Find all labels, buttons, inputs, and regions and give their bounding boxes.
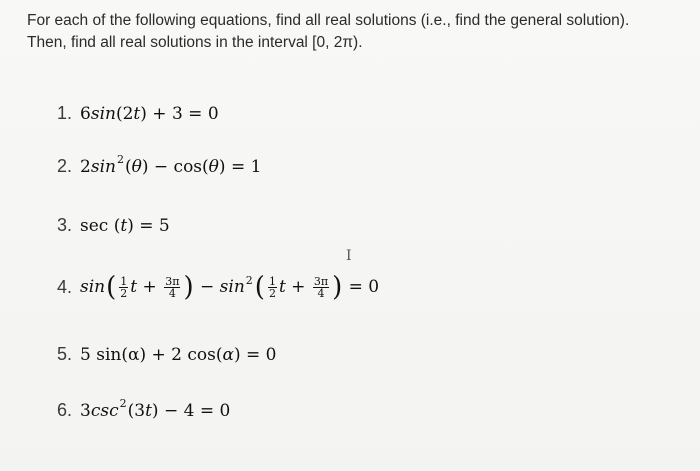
numerator: 3π — [313, 274, 329, 288]
numerator: 1 — [120, 274, 128, 288]
right-paren: ) — [332, 271, 343, 303]
function-name: csc — [90, 400, 119, 421]
exponent: 2 — [245, 273, 253, 287]
problem-number: 2. — [57, 156, 73, 176]
problem-number: 6. — [57, 400, 73, 420]
equation-part: sec ( — [80, 215, 121, 236]
problem-4 — [57, 271, 380, 303]
fraction — [313, 276, 329, 299]
equation-part: ( — [124, 156, 132, 177]
instructions-line-1: For each of the following equations, find all real solutions (i.e., find the general solution). — [27, 12, 630, 29]
equation-part: = 0 — [343, 277, 380, 297]
equation — [80, 104, 219, 124]
equation-part: 5 sin(α) + 2 cos( — [80, 344, 223, 365]
function-name: sin — [219, 277, 245, 297]
variable: t — [133, 103, 141, 124]
equation — [80, 216, 170, 236]
variable: t — [145, 400, 152, 421]
problem-3 — [57, 215, 170, 236]
variable: θ — [208, 156, 219, 177]
coefficient: 6 — [80, 103, 91, 124]
variable: θ — [131, 156, 142, 177]
problem-number: 3. — [57, 215, 73, 235]
variable: t — [120, 215, 128, 236]
left-paren: ( — [254, 271, 265, 303]
equation-part: ) − cos( — [141, 156, 209, 177]
problem-1 — [57, 103, 219, 124]
equation-part: ) + 3 = 0 — [140, 103, 219, 124]
function-name: sin — [90, 156, 116, 177]
denominator: 2 — [268, 286, 276, 300]
right-paren: ) — [183, 271, 194, 303]
problem-5 — [57, 344, 276, 365]
instructions-line-2: Then, find all real solutions in the interval [0, 2π). — [27, 34, 363, 51]
operator: + — [285, 277, 311, 297]
instructions — [27, 10, 687, 54]
equation-part: ) − 4 = 0 — [151, 400, 231, 421]
denominator: 4 — [317, 286, 325, 300]
coefficient: 3 — [80, 400, 91, 421]
equation-part: ) = 1 — [218, 156, 262, 177]
equation — [80, 345, 276, 365]
text-cursor-icon: I — [346, 248, 352, 264]
denominator: 4 — [168, 286, 176, 300]
equation — [80, 153, 262, 177]
operator: − — [194, 277, 220, 297]
fraction — [164, 276, 180, 299]
equation — [80, 271, 380, 303]
denominator: 2 — [120, 286, 128, 300]
fraction — [268, 276, 277, 299]
coefficient: 2 — [80, 156, 91, 177]
numerator: 3π — [165, 274, 180, 288]
operator: + — [137, 277, 163, 297]
numerator: 1 — [268, 274, 276, 288]
left-paren: ( — [106, 271, 117, 303]
problem-number: 4. — [57, 276, 73, 297]
problem-6 — [57, 397, 231, 421]
function-name: sin — [80, 277, 106, 297]
equation-part: (3 — [127, 400, 146, 421]
equation-part: ) = 0 — [233, 344, 277, 365]
exponent: 2 — [116, 153, 124, 166]
equation-part: (2 — [115, 103, 134, 124]
equation — [80, 397, 231, 421]
exponent: 2 — [119, 397, 127, 410]
problem-number: 1. — [57, 103, 73, 123]
fraction — [119, 276, 128, 299]
problem-number: 5. — [57, 344, 73, 364]
function-name: sin — [90, 103, 116, 124]
problem-2 — [57, 153, 262, 177]
equation-part: ) = 5 — [127, 215, 170, 236]
variable: t — [130, 277, 138, 297]
variable: t — [278, 277, 286, 297]
variable: α — [222, 344, 234, 365]
